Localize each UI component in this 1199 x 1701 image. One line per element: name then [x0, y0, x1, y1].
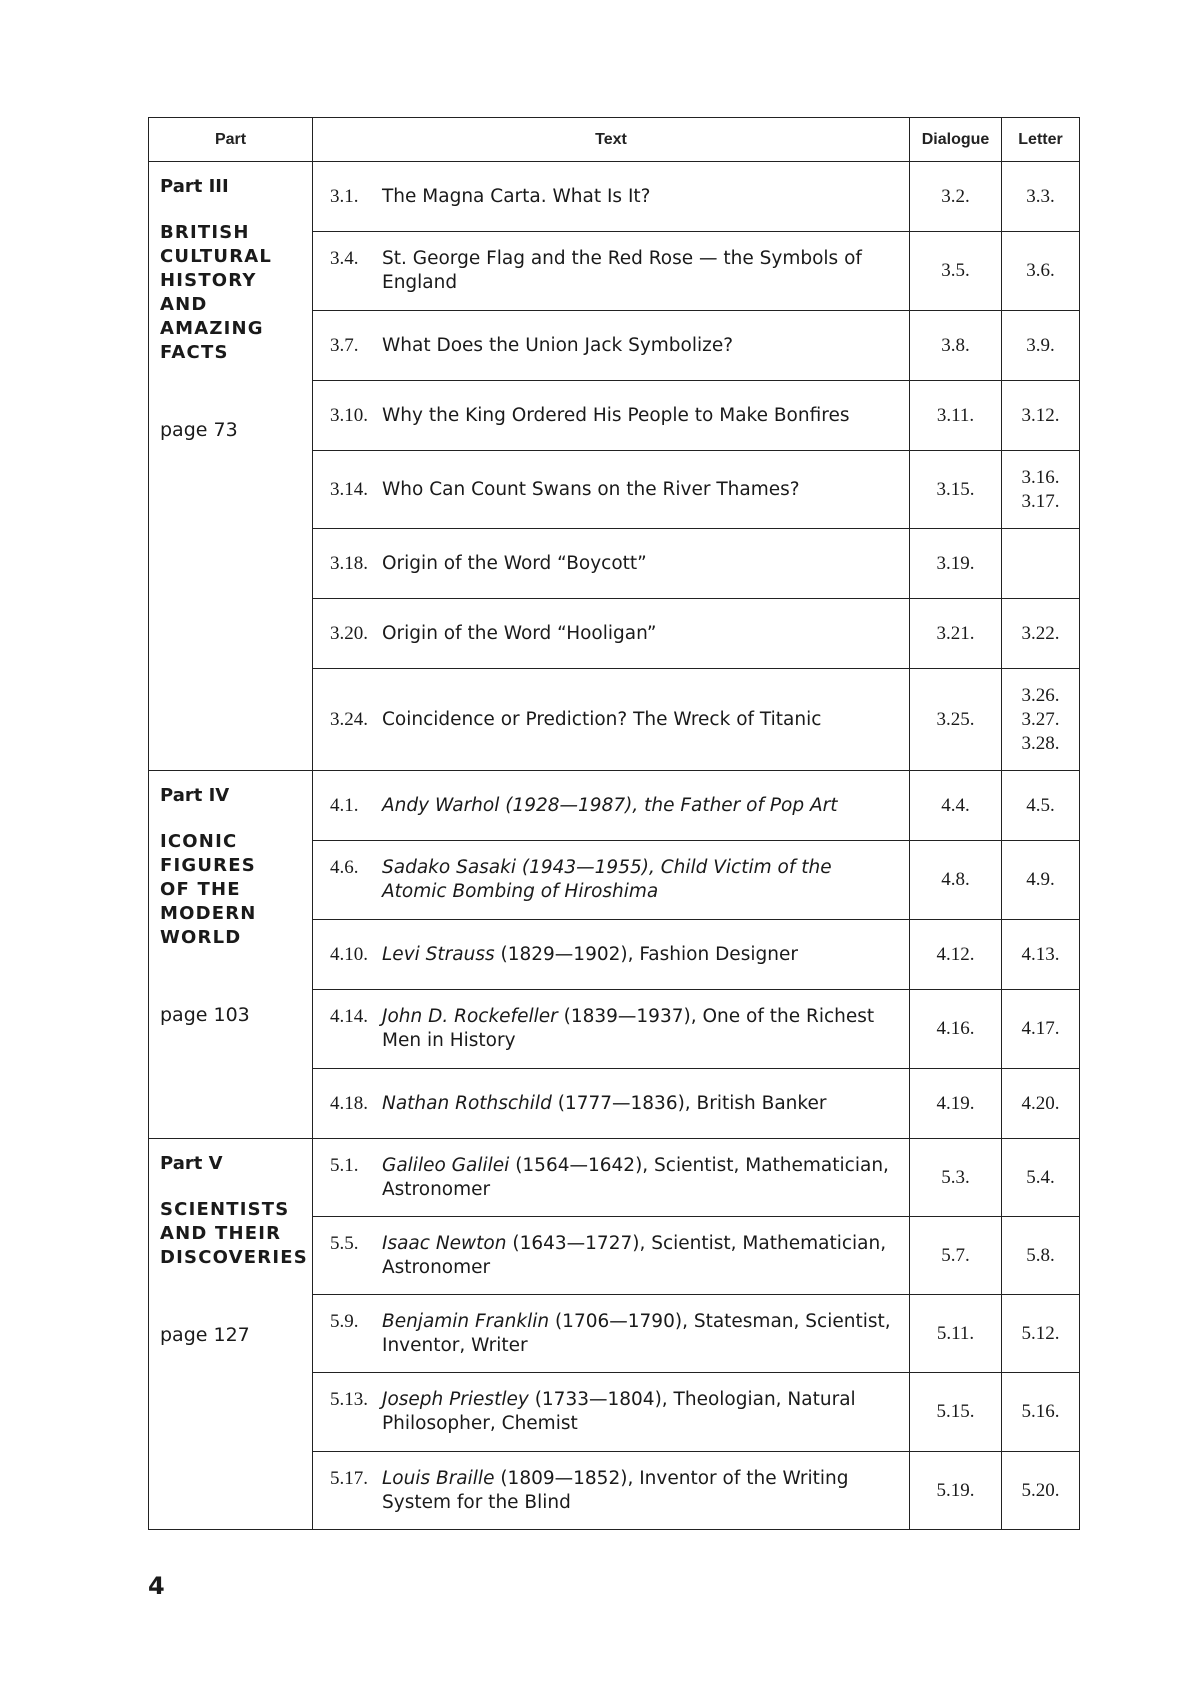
- text-cell: [313, 669, 910, 771]
- entry-title: (1839—1937), One of the Richest Men in History: [382, 1006, 875, 1051]
- dialogue-cell: 5.3.: [910, 1139, 1002, 1217]
- entry-number: 4.14.: [330, 1006, 368, 1027]
- text-cell: [313, 232, 910, 311]
- part-label: Part V: [160, 1153, 223, 1174]
- entry-number: 5.17.: [330, 1467, 368, 1489]
- text-cell: [313, 1295, 910, 1373]
- letter-cell: 5.4.: [1002, 1139, 1080, 1217]
- text-cell: [313, 1217, 910, 1295]
- entry-number: 4.10.: [330, 943, 368, 965]
- entry-title: Coincidence or Prediction? The Wreck of Titanic: [382, 708, 822, 730]
- person-name: Louis Braille: [382, 1467, 495, 1489]
- text-cell: [313, 451, 910, 529]
- person-name: Galileo Galilei: [382, 1154, 510, 1176]
- entry-title: Who Can Count Swans on the River Thames?: [382, 478, 800, 500]
- entry-title: (1733—1804), Theologian, Natural Philosopher, Chemist: [382, 1389, 856, 1434]
- person-name: Joseph Priestley: [382, 1389, 529, 1410]
- letter-cell: 5.8.: [1002, 1217, 1080, 1295]
- table-row: [149, 771, 1080, 841]
- entry-title: Origin of the Word “Boycott”: [382, 552, 647, 574]
- part-page: page 127: [160, 1324, 250, 1346]
- letter-cell: 3.22.: [1002, 599, 1080, 669]
- text-cell: [313, 920, 910, 990]
- dialogue-cell: 4.4.: [910, 771, 1002, 841]
- part-page: page 103: [160, 1004, 250, 1026]
- entry-number: 4.1.: [330, 794, 359, 816]
- entry-number: 3.1.: [330, 185, 359, 207]
- letter-cell: 5.20.: [1002, 1452, 1080, 1530]
- text-cell: [313, 1452, 910, 1530]
- entry-title: Origin of the Word “Hooligan”: [382, 622, 657, 644]
- entry-number: 4.6.: [330, 857, 359, 878]
- letter-cell: 3.3.: [1002, 162, 1080, 232]
- header-dialogue: Dialogue: [910, 118, 1002, 162]
- dialogue-cell: 3.2.: [910, 162, 1002, 232]
- dialogue-cell: 5.11.: [910, 1295, 1002, 1373]
- text-cell: [313, 162, 910, 232]
- letter-cell: [1002, 529, 1080, 599]
- letter-cell: 4.17.: [1002, 990, 1080, 1069]
- person-name: Isaac Newton: [382, 1232, 507, 1254]
- letter-cell: 3.9.: [1002, 311, 1080, 381]
- entry-number: 3.20.: [330, 622, 368, 644]
- part-cell-5: [149, 1139, 313, 1530]
- entry-number: 5.1.: [330, 1154, 359, 1176]
- entry-title: Sadako Sasaki (1943—1955), Child Victim of the Atomic Bombing of Hiroshima: [382, 857, 832, 902]
- part-label: Part IV: [160, 785, 230, 806]
- page-number: 4: [148, 1572, 165, 1600]
- letter-cell: 5.12.: [1002, 1295, 1080, 1373]
- person-name: John D. Rockefeller: [382, 1006, 558, 1027]
- dialogue-cell: 3.5.: [910, 232, 1002, 311]
- entry-title: St. George Flag and the Red Rose — the Symbols of England: [382, 248, 862, 293]
- text-cell: [313, 1139, 910, 1217]
- dialogue-cell: 3.21.: [910, 599, 1002, 669]
- entry-title: Why the King Ordered His People to Make Bonfires: [382, 404, 850, 426]
- text-cell: [313, 990, 910, 1069]
- entry-title: (1777—1836), British Banker: [557, 1092, 827, 1114]
- entry-number: 5.9.: [330, 1310, 359, 1332]
- text-cell: [313, 841, 910, 920]
- part-title: ICONIC FIGURES OF THE MODERN WORLD: [160, 831, 257, 948]
- person-name: Levi Strauss: [382, 943, 495, 965]
- dialogue-cell: 4.19.: [910, 1069, 1002, 1139]
- dialogue-cell: 3.15.: [910, 451, 1002, 529]
- letter-cell: 5.16.: [1002, 1373, 1080, 1452]
- dialogue-cell: 3.25.: [910, 669, 1002, 771]
- entry-title: (1809—1852), Inventor of the Writing System for the Blind: [382, 1467, 849, 1513]
- part-title: BRITISH CULTURAL HISTORY AND AMAZING FACTS: [160, 222, 273, 363]
- header-row: [149, 118, 1080, 162]
- text-cell: [313, 529, 910, 599]
- dialogue-cell: 3.19.: [910, 529, 1002, 599]
- letter-cell: 4.20.: [1002, 1069, 1080, 1139]
- entry-title: What Does the Union Jack Symbolize?: [382, 334, 734, 356]
- entry-number: 3.4.: [330, 248, 359, 269]
- entry-number: 3.10.: [330, 404, 368, 426]
- text-cell: [313, 1069, 910, 1139]
- letter-cell: 3.12.: [1002, 381, 1080, 451]
- entry-title: (1643—1727), Scientist, Mathematician, Astronomer: [382, 1232, 887, 1278]
- letter-cell: 4.13.: [1002, 920, 1080, 990]
- entry-number: 3.7.: [330, 334, 359, 356]
- person-name: Nathan Rothschild: [382, 1092, 552, 1114]
- table-row: [149, 1139, 1080, 1217]
- dialogue-cell: 3.8.: [910, 311, 1002, 381]
- entry-number: 5.5.: [330, 1232, 359, 1254]
- part-page: page 73: [160, 419, 238, 441]
- dialogue-cell: 5.15.: [910, 1373, 1002, 1452]
- letter-cell: 3.26. 3.27. 3.28.: [1002, 669, 1080, 771]
- entry-number: 4.18.: [330, 1092, 368, 1114]
- dialogue-cell: 5.19.: [910, 1452, 1002, 1530]
- entry-title: The Magna Carta. What Is It?: [382, 185, 651, 207]
- part-label: Part III: [160, 176, 229, 197]
- contents-table: [148, 117, 1080, 1530]
- entry-number: 5.13.: [330, 1389, 368, 1410]
- text-cell: [313, 311, 910, 381]
- text-cell: [313, 1373, 910, 1452]
- letter-cell: 4.5.: [1002, 771, 1080, 841]
- dialogue-cell: 4.12.: [910, 920, 1002, 990]
- entry-number: 3.18.: [330, 552, 368, 574]
- header-text: Text: [313, 118, 910, 162]
- text-cell: [313, 381, 910, 451]
- part-title: SCIENTISTS AND THEIR DISCOVERIES: [160, 1199, 308, 1268]
- entry-title: (1829—1902), Fashion Designer: [500, 943, 798, 965]
- header-letter: Letter: [1002, 118, 1080, 162]
- table-row: [149, 162, 1080, 232]
- dialogue-cell: 5.7.: [910, 1217, 1002, 1295]
- letter-cell: 4.9.: [1002, 841, 1080, 920]
- letter-cell: 3.16. 3.17.: [1002, 451, 1080, 529]
- text-cell: [313, 771, 910, 841]
- header-part: Part: [149, 118, 313, 162]
- entry-title: Andy Warhol (1928—1987), the Father of Pop Art: [382, 794, 838, 816]
- part-cell-3: [149, 162, 313, 771]
- contents-table-container: [148, 117, 1079, 1530]
- dialogue-cell: 4.8.: [910, 841, 1002, 920]
- part-cell-4: [149, 771, 313, 1139]
- person-name: Benjamin Franklin: [382, 1310, 550, 1332]
- dialogue-cell: 4.16.: [910, 990, 1002, 1069]
- letter-cell: 3.6.: [1002, 232, 1080, 311]
- dialogue-cell: 3.11.: [910, 381, 1002, 451]
- entry-number: 3.14.: [330, 478, 368, 500]
- entry-title: (1564—1642), Scientist, Mathematician, Astronomer: [382, 1154, 889, 1200]
- entry-title: (1706—1790), Statesman, Scientist, Inventor, Writer: [382, 1310, 891, 1356]
- text-cell: [313, 599, 910, 669]
- entry-number: 3.24.: [330, 708, 368, 730]
